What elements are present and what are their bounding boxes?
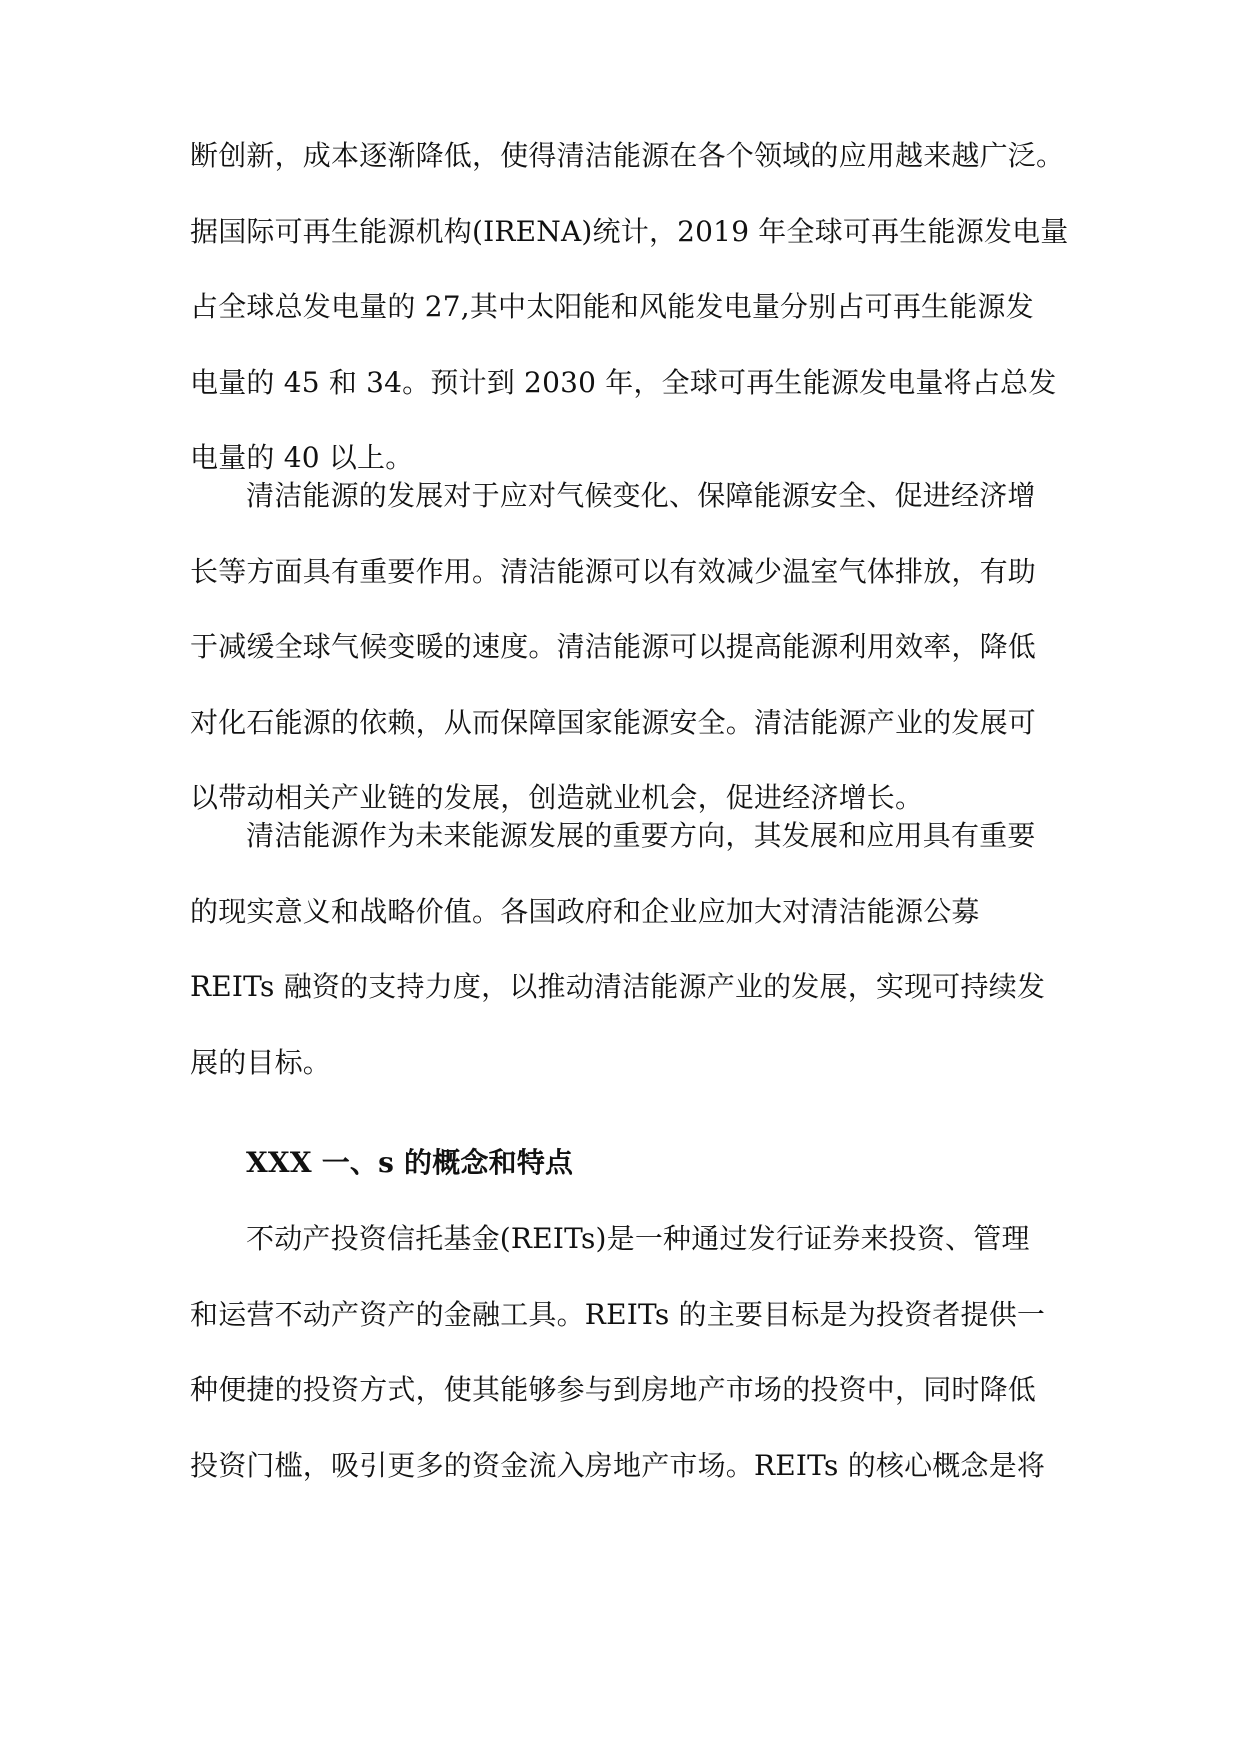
text-line: 电量的 45 和 34。预计到 2030 年，全球可再生能源发电量将占总发 bbox=[190, 365, 1057, 399]
text-line: 电量的 40 以上。 bbox=[190, 441, 414, 475]
section-heading-block bbox=[190, 1125, 1060, 1201]
text-line: 长等方面具有重要作用。清洁能源可以有效减少温室气体排放，有助 bbox=[190, 554, 1037, 588]
paragraph-4 bbox=[190, 1201, 1060, 1503]
text-line: 清洁能源作为未来能源发展的重要方向，其发展和应用具有重要 bbox=[246, 819, 1036, 852]
text-line: 的现实意义和战略价值。各国政府和企业应加大对清洁能源公募 bbox=[190, 894, 980, 928]
section-heading: XXX 一、s 的概念和特点 bbox=[246, 1146, 574, 1179]
text-line: 占全球总发电量的 27,其中太阳能和风能发电量分别占可再生能源发 bbox=[190, 290, 1034, 324]
text-line: 和运营不动产资产的金融工具。REITs 的主要目标是为投资者提供一 bbox=[190, 1297, 1046, 1331]
text-line: 断创新，成本逐渐降低，使得清洁能源在各个领域的应用越来越广泛。 bbox=[190, 139, 1065, 172]
text-line: 种便捷的投资方式，使其能够参与到房地产市场的投资中，同时降低 bbox=[190, 1373, 1037, 1407]
text-line: 于减缓全球气候变暖的速度。清洁能源可以提高能源利用效率，降低 bbox=[190, 630, 1037, 664]
text-line: 据国际可再生能源机构(IRENA)统计，2019 年全球可再生能源发电量 bbox=[190, 214, 1069, 248]
text-line: 以带动相关产业链的发展，创造就业机会，促进经济增长。 bbox=[190, 781, 924, 815]
text-line: 投资门槛，吸引更多的资金流入房地产市场。REITs 的核心概念是将 bbox=[190, 1448, 1046, 1482]
paragraph-3 bbox=[190, 798, 1060, 1100]
paragraph-2 bbox=[190, 458, 1060, 836]
text-line: 清洁能源的发展对于应对气候变化、保障能源安全、促进经济增 bbox=[246, 479, 1036, 512]
text-line: 不动产投资信托基金(REITs)是一种通过发行证券来投资、管理 bbox=[246, 1222, 1030, 1255]
text-line: 展的目标。 bbox=[190, 1045, 332, 1079]
paragraph-1 bbox=[190, 118, 1069, 496]
text-line: REITs 融资的支持力度，以推动清洁能源产业的发展，实现可持续发 bbox=[190, 970, 1046, 1004]
text-line: 对化石能源的依赖，从而保障国家能源安全。清洁能源产业的发展可 bbox=[190, 705, 1037, 739]
